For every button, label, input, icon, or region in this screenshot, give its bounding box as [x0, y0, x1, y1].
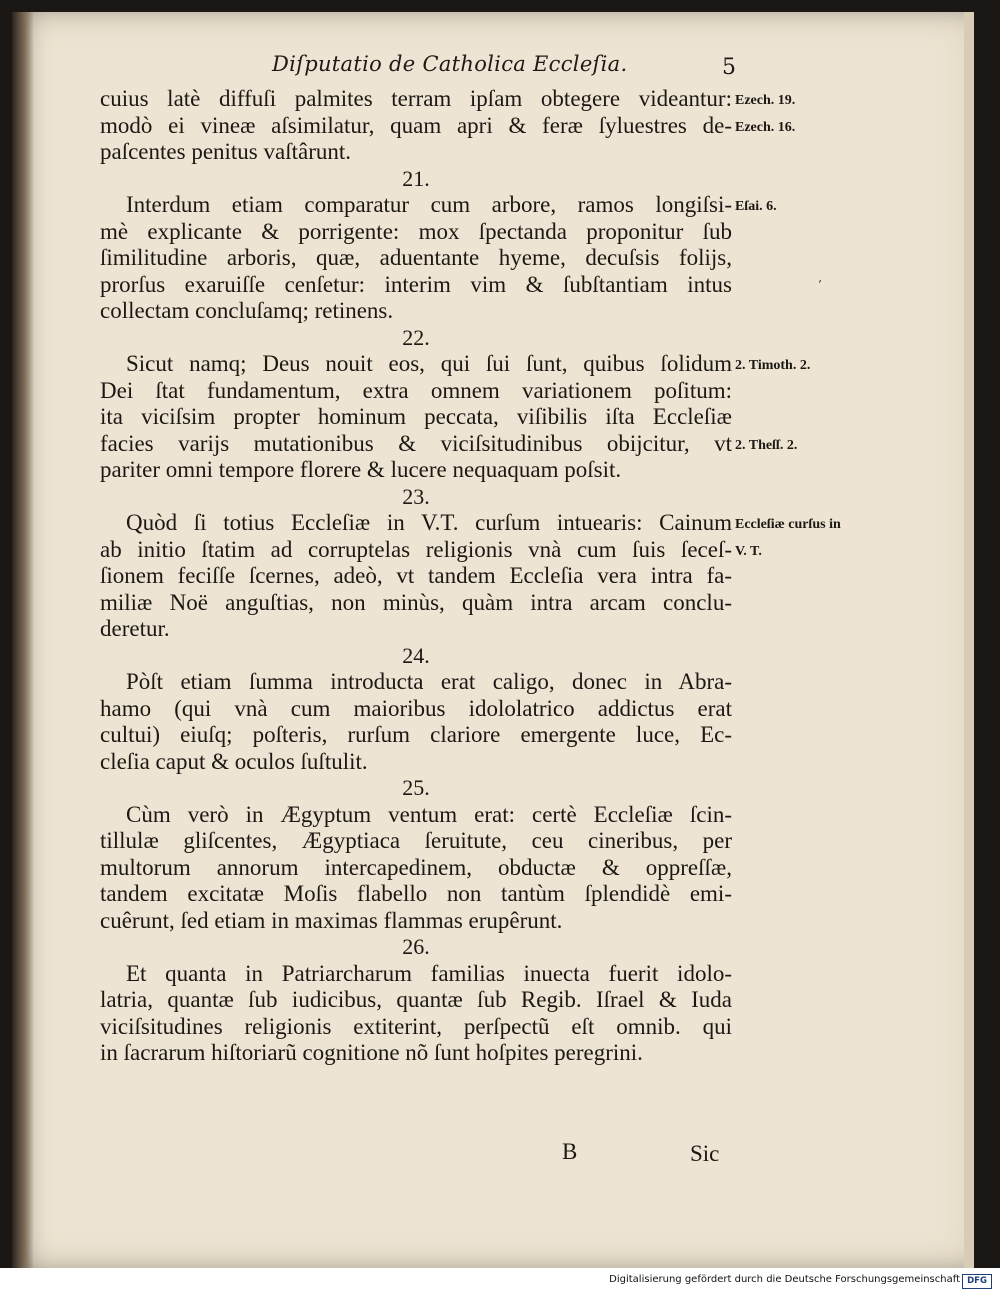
- text-line: cleſia caput & oculos ſuſtulit.: [100, 748, 368, 774]
- text-line: Cùm verò in Ægyptum ventum erat: certè Eccleſiæ ſcin-: [126, 801, 732, 827]
- text-line: paſcentes penitus vaſtârunt.: [100, 139, 352, 164]
- text-line: modò ei vineæ aſsimilatur, quam apri & feræ ſyluestres de-: [100, 112, 732, 138]
- text-line: Quòd ſi totius Eccleſiæ in V.T. curſum intuearis: Cainum: [126, 510, 732, 535]
- marginal-note: Eſai. 6.: [735, 199, 777, 214]
- text-line: Interdum etiam comparatur cum arbore, ramos longiſsi-: [126, 192, 732, 217]
- ink-speck: ’: [818, 278, 822, 292]
- footer-bar: [0, 1272, 1000, 1291]
- body-text: [100, 86, 732, 1067]
- text-line: facies varijs mutationibus & viciſsitudinibus obijcitur, vt: [100, 430, 732, 456]
- text-line: ita viciſsim propter hominum peccata, viſibilis iſta Eccleſiæ: [100, 404, 732, 429]
- marginal-note: Eccleſiæ curſus in: [735, 517, 841, 532]
- text-line: cuius latè diffuſi palmites terram ipſam obtegere videantur:: [100, 86, 732, 111]
- text-line: multorum annorum intercapedinem, obductæ & oppreſſæ,: [100, 854, 732, 880]
- text-line: latria, quantæ ſub iudicibus, quantæ ſub Regib. Iſrael & Iuda: [100, 987, 732, 1012]
- text-line: ſimilitudine arboris, quæ, aduentante hyeme, decuſsis folijs,: [100, 245, 732, 270]
- page-number: 5: [722, 55, 736, 80]
- binding-gutter: [12, 12, 34, 1268]
- text-line: Dei ſtat fundamentum, extra omnem variationem poſitum:: [100, 377, 732, 403]
- text-line: Pòſt etiam ſumma introducta erat caligo, donec in Abra-: [126, 669, 732, 694]
- marginal-note: 2. Theſſ. 2.: [735, 437, 798, 453]
- text-line: cultui) eiuſq; poſteris, rurſum clariore emergente luce, Ec-: [100, 722, 732, 747]
- text-line: Sicut namq; Deus nouit eos, qui ſui ſunt, quibus ſolidum: [126, 351, 732, 376]
- text-line: cuêrunt, ſed etiam in maximas flammas erupêrunt.: [100, 907, 563, 933]
- section-number: 24.: [402, 642, 430, 668]
- funding-credit: Digitalisierung gefördert durch die Deutsche Forschungsgemeinschaft: [609, 1274, 960, 1285]
- page-edge: [964, 12, 974, 1268]
- section-number: 23.: [402, 483, 430, 509]
- text-line: hamo (qui vnà cum maioribus idololatrico addictus erat: [100, 695, 732, 721]
- running-head: Diſputatio de Catholica Eccleſia.: [272, 52, 628, 76]
- text-line: Et quanta in Patriarcharum familias inuecta fuerit idolo-: [126, 960, 732, 986]
- text-line: collectam concluſamq; retinens.: [100, 298, 394, 323]
- text-line: deretur.: [100, 616, 170, 641]
- text-line: pariter omni tempore florere & lucere nequaquam poſsit.: [100, 457, 622, 482]
- text-line: miliæ Noë anguſtias, non minùs, quàm intra arcam conclu-: [100, 589, 732, 615]
- marginal-note: Ezech. 19.: [735, 93, 796, 108]
- text-line: tandem excitatæ Moſis flabello non tantùm ſplendidè emi-: [100, 881, 732, 906]
- section-number: 21.: [402, 165, 430, 191]
- text-line: viciſsitudines religionis extiterint, perſpectũ eſt omnib. qui: [100, 1013, 732, 1039]
- section-number: 26.: [402, 934, 430, 959]
- text-line: ſionem feciſſe ſcernes, adeò, vt tandem Eccleſia vera intra fa-: [100, 563, 732, 588]
- text-line: prorſus exaruiſſe cenſetur: interim vim & ſubſtantiam intus: [100, 271, 732, 297]
- marginal-note: V. T.: [735, 543, 762, 559]
- text-line: in ſacrarum hiſtoriarũ cognitione nõ ſunt hoſpites peregrini.: [100, 1040, 643, 1065]
- text-line: tillulæ gliſcentes, Ægyptiaca ſeruitute, ceu cineribus, per: [100, 828, 732, 853]
- text-line: ab initio ſtatim ad corruptelas religionis vnà cum ſuis ſeceſ-: [100, 536, 732, 562]
- section-number: 25.: [402, 775, 430, 800]
- signature-mark: B: [562, 1139, 578, 1164]
- text-line: mè explicante & porrigente: mox ſpectanda proponitur ſub: [100, 218, 732, 244]
- marginal-note: 2. Timoth. 2.: [735, 358, 811, 373]
- marginal-note: Ezech. 16.: [735, 119, 796, 135]
- dfg-logo: DFG: [962, 1274, 992, 1289]
- catchword: Sic: [690, 1141, 720, 1166]
- section-number: 22.: [402, 324, 430, 350]
